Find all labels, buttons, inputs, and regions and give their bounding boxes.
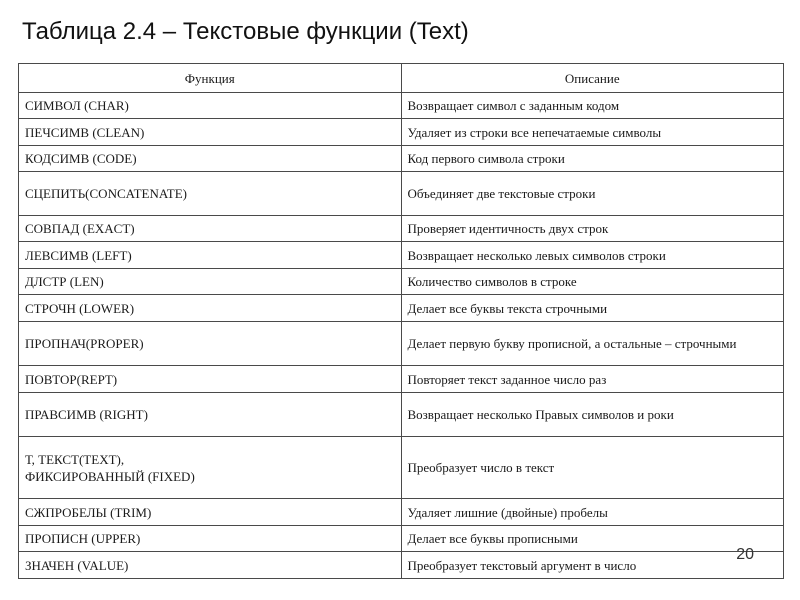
description-cell: Количество символов в строке bbox=[401, 269, 784, 295]
description-cell: Удаляет лишние (двойные) пробелы bbox=[401, 499, 784, 526]
table-row bbox=[19, 499, 784, 526]
column-header-function: Функция bbox=[19, 64, 402, 93]
description-cell: Возвращает символ с заданным кодом bbox=[401, 93, 784, 119]
table-row bbox=[19, 366, 784, 393]
text-functions-table bbox=[18, 63, 784, 579]
function-cell: ПРОПИСН (UPPER) bbox=[19, 526, 402, 552]
table-row bbox=[19, 146, 784, 172]
function-cell: ПРОПНАЧ(PROPER) bbox=[19, 322, 402, 366]
table-header-row bbox=[19, 64, 784, 93]
description-cell: Проверяет идентичность двух строк bbox=[401, 216, 784, 242]
description-cell: Код первого символа строки bbox=[401, 146, 784, 172]
function-cell: Т, ТЕКСТ(TEXT), ФИКСИРОВАННЫЙ (FIXED) bbox=[19, 437, 402, 499]
description-cell: Преобразует число в текст bbox=[401, 437, 784, 499]
description-cell: Делает все буквы прописными bbox=[401, 526, 784, 552]
description-cell: Удаляет из строки все непечатаемые символы bbox=[401, 119, 784, 146]
table-row bbox=[19, 437, 784, 499]
function-cell: СЖПРОБЕЛЫ (TRIM) bbox=[19, 499, 402, 526]
function-cell: ЗНАЧЕН (VALUE) bbox=[19, 552, 402, 579]
table-row bbox=[19, 93, 784, 119]
table-row bbox=[19, 172, 784, 216]
table-row bbox=[19, 295, 784, 322]
function-cell: СЦЕПИТЬ(CONCATENATE) bbox=[19, 172, 402, 216]
table-row bbox=[19, 216, 784, 242]
description-cell: Объединяет две текстовые строки bbox=[401, 172, 784, 216]
table-row bbox=[19, 269, 784, 295]
table-row bbox=[19, 393, 784, 437]
description-cell: Возвращает несколько левых символов строки bbox=[401, 242, 784, 269]
table-row bbox=[19, 322, 784, 366]
description-cell: Возвращает несколько Правых символов и роки bbox=[401, 393, 784, 437]
table-row bbox=[19, 242, 784, 269]
column-header-description: Описание bbox=[401, 64, 784, 93]
table-row bbox=[19, 526, 784, 552]
page-number: 20 bbox=[736, 546, 754, 563]
function-cell: ЛЕВСИМВ (LEFT) bbox=[19, 242, 402, 269]
function-cell: ПРАВСИМВ (RIGHT) bbox=[19, 393, 402, 437]
function-cell: ПЕЧСИМВ (CLEAN) bbox=[19, 119, 402, 146]
description-cell: Повторяет текст заданное число раз bbox=[401, 366, 784, 393]
description-cell: Делает все буквы текста строчными bbox=[401, 295, 784, 322]
table-row bbox=[19, 119, 784, 146]
page-title: Таблица 2.4 – Текстовые функции (Text) bbox=[22, 18, 469, 45]
function-cell: ДЛСТР (LEN) bbox=[19, 269, 402, 295]
function-cell: КОДСИМВ (CODE) bbox=[19, 146, 402, 172]
function-cell: СТРОЧН (LOWER) bbox=[19, 295, 402, 322]
description-cell: Делает первую букву прописной, а остальные – строчными bbox=[401, 322, 784, 366]
function-cell: СОВПАД (EXACT) bbox=[19, 216, 402, 242]
function-cell: ПОВТОР(REPT) bbox=[19, 366, 402, 393]
function-cell: СИМВОЛ (CHAR) bbox=[19, 93, 402, 119]
table-row bbox=[19, 552, 784, 579]
description-cell: Преобразует текстовый аргумент в число bbox=[401, 552, 784, 579]
